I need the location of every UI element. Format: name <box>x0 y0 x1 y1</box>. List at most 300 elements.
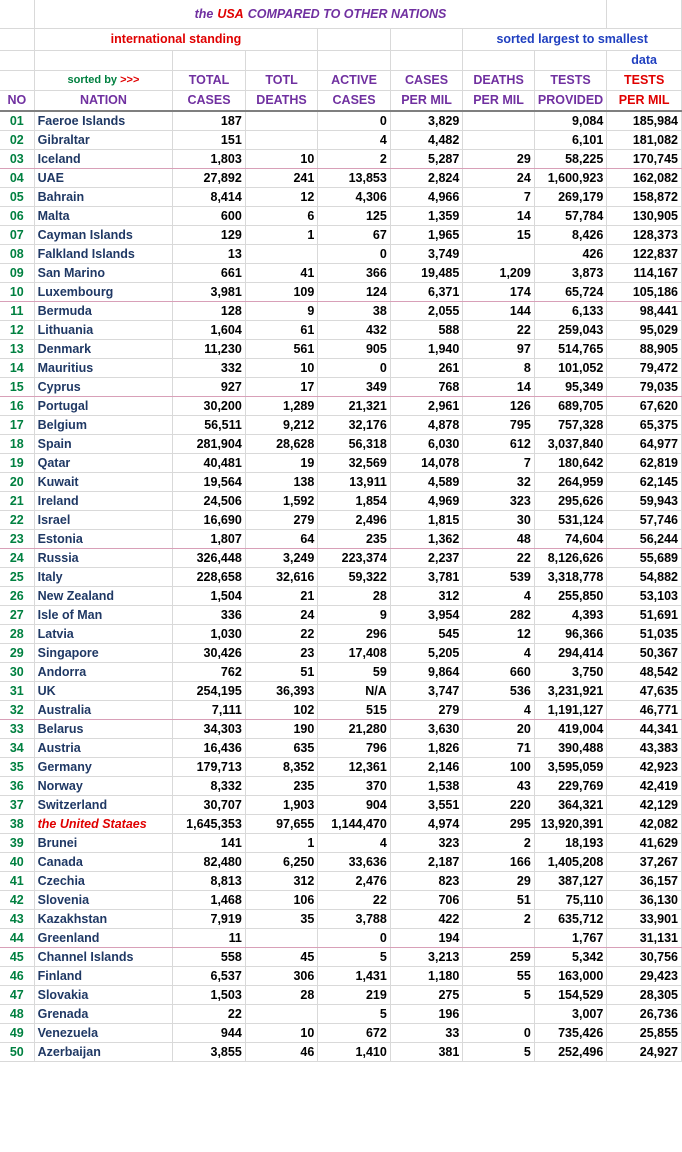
tests-provided-cell[interactable]: 13,920,391 <box>534 814 607 833</box>
deaths-per-mil-cell[interactable]: 323 <box>463 491 534 510</box>
total-deaths-cell[interactable]: 241 <box>245 168 318 187</box>
tests-provided-cell[interactable]: 3,873 <box>534 263 607 282</box>
row-number[interactable]: 30 <box>0 662 34 681</box>
cases-per-mil-cell[interactable]: 33 <box>390 1023 463 1042</box>
row-number[interactable]: 36 <box>0 776 34 795</box>
deaths-per-mil-cell[interactable] <box>463 130 534 149</box>
nation-cell[interactable]: Bermuda <box>34 301 173 320</box>
nation-cell[interactable]: Singapore <box>34 643 173 662</box>
nation-cell[interactable]: Brunei <box>34 833 173 852</box>
tests-provided-cell[interactable]: 294,414 <box>534 643 607 662</box>
tests-provided-cell[interactable]: 419,004 <box>534 719 607 738</box>
deaths-per-mil-cell[interactable]: 612 <box>463 434 534 453</box>
row-number[interactable]: 22 <box>0 510 34 529</box>
tests-provided-cell[interactable]: 1,405,208 <box>534 852 607 871</box>
active-cases-cell[interactable]: 432 <box>318 320 391 339</box>
deaths-per-mil-cell[interactable]: 2 <box>463 833 534 852</box>
cases-per-mil-cell[interactable]: 6,371 <box>390 282 463 301</box>
total-cases-cell[interactable]: 30,707 <box>173 795 246 814</box>
cases-per-mil-cell[interactable]: 3,747 <box>390 681 463 700</box>
total-deaths-cell[interactable]: 1,903 <box>245 795 318 814</box>
tests-per-mil-cell[interactable]: 47,635 <box>607 681 682 700</box>
tests-per-mil-cell[interactable]: 59,943 <box>607 491 682 510</box>
total-cases-cell[interactable]: 228,658 <box>173 567 246 586</box>
tests-per-mil-cell[interactable]: 46,771 <box>607 700 682 719</box>
total-deaths-cell[interactable]: 190 <box>245 719 318 738</box>
total-cases-cell[interactable]: 1,468 <box>173 890 246 909</box>
tests-per-mil-cell[interactable]: 98,441 <box>607 301 682 320</box>
row-number[interactable]: 04 <box>0 168 34 187</box>
total-cases-cell[interactable]: 281,904 <box>173 434 246 453</box>
total-cases-cell[interactable]: 8,813 <box>173 871 246 890</box>
tests-provided-cell[interactable]: 6,101 <box>534 130 607 149</box>
tests-provided-cell[interactable]: 689,705 <box>534 396 607 415</box>
data-label[interactable]: data <box>607 50 682 70</box>
tests-per-mil-cell[interactable]: 162,082 <box>607 168 682 187</box>
active-cases-cell[interactable]: 2,496 <box>318 510 391 529</box>
deaths-per-mil-cell[interactable]: 4 <box>463 643 534 662</box>
deaths-per-mil-cell[interactable]: 5 <box>463 1042 534 1061</box>
row-number[interactable]: 35 <box>0 757 34 776</box>
nation-cell[interactable]: Spain <box>34 434 173 453</box>
row-number[interactable]: 21 <box>0 491 34 510</box>
tests-per-mil-cell[interactable]: 26,736 <box>607 1004 682 1023</box>
nation-cell[interactable]: Falkland Islands <box>34 244 173 263</box>
header-total-deaths[interactable]: DEATHS <box>245 90 318 111</box>
tests-provided-cell[interactable]: 57,784 <box>534 206 607 225</box>
total-deaths-cell[interactable]: 1,592 <box>245 491 318 510</box>
nation-cell[interactable]: Azerbaijan <box>34 1042 173 1061</box>
total-cases-cell[interactable]: 326,448 <box>173 548 246 567</box>
nation-cell[interactable]: Denmark <box>34 339 173 358</box>
total-deaths-cell[interactable]: 279 <box>245 510 318 529</box>
total-cases-cell[interactable]: 1,604 <box>173 320 246 339</box>
total-deaths-cell[interactable]: 6 <box>245 206 318 225</box>
cases-per-mil-cell[interactable]: 9,864 <box>390 662 463 681</box>
subtitle-sorted[interactable]: sorted largest to smallest <box>463 28 682 50</box>
tests-provided-cell[interactable]: 3,750 <box>534 662 607 681</box>
tests-provided-cell[interactable]: 269,179 <box>534 187 607 206</box>
nation-cell[interactable]: Cyprus <box>34 377 173 396</box>
nation-cell[interactable]: Ireland <box>34 491 173 510</box>
cases-per-mil-cell[interactable]: 4,878 <box>390 415 463 434</box>
cases-per-mil-cell[interactable]: 279 <box>390 700 463 719</box>
nation-cell[interactable]: Russia <box>34 548 173 567</box>
tests-provided-cell[interactable]: 101,052 <box>534 358 607 377</box>
nation-cell[interactable]: Norway <box>34 776 173 795</box>
row-number[interactable]: 19 <box>0 453 34 472</box>
deaths-per-mil-cell[interactable]: 12 <box>463 624 534 643</box>
nation-cell[interactable]: Austria <box>34 738 173 757</box>
tests-per-mil-cell[interactable]: 31,131 <box>607 928 682 947</box>
nation-cell[interactable]: Estonia <box>34 529 173 548</box>
header-tests-per-mil[interactable]: PER MIL <box>607 90 682 111</box>
cases-per-mil-cell[interactable]: 323 <box>390 833 463 852</box>
nation-cell[interactable]: Australia <box>34 700 173 719</box>
total-cases-cell[interactable]: 332 <box>173 358 246 377</box>
header-nation[interactable]: NATION <box>34 90 173 111</box>
deaths-per-mil-cell[interactable] <box>463 928 534 947</box>
total-deaths-cell[interactable]: 32,616 <box>245 567 318 586</box>
tests-per-mil-cell[interactable]: 95,029 <box>607 320 682 339</box>
active-cases-cell[interactable]: 17,408 <box>318 643 391 662</box>
active-cases-cell[interactable]: 21,280 <box>318 719 391 738</box>
deaths-per-mil-cell[interactable]: 144 <box>463 301 534 320</box>
nation-cell[interactable]: Kazakhstan <box>34 909 173 928</box>
cases-per-mil-cell[interactable]: 422 <box>390 909 463 928</box>
nation-cell[interactable]: Portugal <box>34 396 173 415</box>
total-deaths-cell[interactable]: 1 <box>245 225 318 244</box>
nation-cell[interactable]: Czechia <box>34 871 173 890</box>
tests-per-mil-cell[interactable]: 25,855 <box>607 1023 682 1042</box>
total-cases-cell[interactable]: 30,426 <box>173 643 246 662</box>
active-cases-cell[interactable]: 21,321 <box>318 396 391 415</box>
tests-provided-cell[interactable]: 58,225 <box>534 149 607 168</box>
tests-per-mil-cell[interactable]: 51,035 <box>607 624 682 643</box>
nation-cell[interactable]: Germany <box>34 757 173 776</box>
row-number[interactable]: 01 <box>0 111 34 130</box>
active-cases-cell[interactable]: 0 <box>318 244 391 263</box>
total-cases-cell[interactable]: 19,564 <box>173 472 246 491</box>
cases-per-mil-cell[interactable]: 1,815 <box>390 510 463 529</box>
active-cases-cell[interactable]: 1,854 <box>318 491 391 510</box>
tests-per-mil-cell[interactable]: 185,984 <box>607 111 682 130</box>
tests-per-mil-cell[interactable]: 114,167 <box>607 263 682 282</box>
cases-per-mil-cell[interactable]: 5,287 <box>390 149 463 168</box>
nation-cell[interactable]: UK <box>34 681 173 700</box>
nation-cell[interactable]: Cayman Islands <box>34 225 173 244</box>
nation-cell[interactable]: New Zealand <box>34 586 173 605</box>
nation-cell[interactable]: Iceland <box>34 149 173 168</box>
row-number[interactable]: 37 <box>0 795 34 814</box>
deaths-per-mil-cell[interactable]: 100 <box>463 757 534 776</box>
total-cases-cell[interactable]: 187 <box>173 111 246 130</box>
total-cases-cell[interactable]: 22 <box>173 1004 246 1023</box>
row-number[interactable]: 12 <box>0 320 34 339</box>
cases-per-mil-cell[interactable]: 1,826 <box>390 738 463 757</box>
tests-per-mil-cell[interactable]: 28,305 <box>607 985 682 1004</box>
header-top-totl[interactable]: TOTL <box>245 70 318 90</box>
tests-provided-cell[interactable]: 3,007 <box>534 1004 607 1023</box>
active-cases-cell[interactable]: 125 <box>318 206 391 225</box>
header-tests-provided[interactable]: PROVIDED <box>534 90 607 111</box>
page-title[interactable] <box>34 0 607 28</box>
tests-per-mil-cell[interactable]: 62,145 <box>607 472 682 491</box>
total-cases-cell[interactable]: 944 <box>173 1023 246 1042</box>
cases-per-mil-cell[interactable]: 823 <box>390 871 463 890</box>
tests-per-mil-cell[interactable]: 41,629 <box>607 833 682 852</box>
tests-provided-cell[interactable]: 229,769 <box>534 776 607 795</box>
active-cases-cell[interactable]: 9 <box>318 605 391 624</box>
total-deaths-cell[interactable]: 64 <box>245 529 318 548</box>
deaths-per-mil-cell[interactable]: 30 <box>463 510 534 529</box>
tests-provided-cell[interactable]: 514,765 <box>534 339 607 358</box>
total-cases-cell[interactable]: 336 <box>173 605 246 624</box>
total-cases-cell[interactable]: 30,200 <box>173 396 246 415</box>
row-number[interactable]: 38 <box>0 814 34 833</box>
row-number[interactable]: 16 <box>0 396 34 415</box>
tests-provided-cell[interactable]: 259,043 <box>534 320 607 339</box>
tests-provided-cell[interactable]: 8,126,626 <box>534 548 607 567</box>
active-cases-cell[interactable]: 13,911 <box>318 472 391 491</box>
tests-provided-cell[interactable]: 531,124 <box>534 510 607 529</box>
cases-per-mil-cell[interactable]: 381 <box>390 1042 463 1061</box>
total-cases-cell[interactable]: 8,332 <box>173 776 246 795</box>
row-number[interactable]: 24 <box>0 548 34 567</box>
tests-provided-cell[interactable]: 757,328 <box>534 415 607 434</box>
total-deaths-cell[interactable]: 61 <box>245 320 318 339</box>
nation-cell[interactable]: Slovakia <box>34 985 173 1004</box>
tests-provided-cell[interactable]: 735,426 <box>534 1023 607 1042</box>
active-cases-cell[interactable]: 223,374 <box>318 548 391 567</box>
deaths-per-mil-cell[interactable]: 55 <box>463 966 534 985</box>
active-cases-cell[interactable]: 4 <box>318 833 391 852</box>
total-deaths-cell[interactable]: 10 <box>245 358 318 377</box>
total-deaths-cell[interactable]: 138 <box>245 472 318 491</box>
active-cases-cell[interactable]: 12,361 <box>318 757 391 776</box>
total-cases-cell[interactable]: 34,303 <box>173 719 246 738</box>
total-cases-cell[interactable]: 600 <box>173 206 246 225</box>
total-cases-cell[interactable]: 40,481 <box>173 453 246 472</box>
active-cases-cell[interactable]: 56,318 <box>318 434 391 453</box>
tests-provided-cell[interactable]: 635,712 <box>534 909 607 928</box>
row-number[interactable]: 43 <box>0 909 34 928</box>
total-cases-cell[interactable]: 254,195 <box>173 681 246 700</box>
row-number[interactable]: 14 <box>0 358 34 377</box>
cases-per-mil-cell[interactable]: 261 <box>390 358 463 377</box>
nation-cell[interactable]: Faeroe Islands <box>34 111 173 130</box>
tests-per-mil-cell[interactable]: 65,375 <box>607 415 682 434</box>
active-cases-cell[interactable]: 349 <box>318 377 391 396</box>
tests-per-mil-cell[interactable]: 53,103 <box>607 586 682 605</box>
deaths-per-mil-cell[interactable]: 97 <box>463 339 534 358</box>
deaths-per-mil-cell[interactable]: 795 <box>463 415 534 434</box>
tests-provided-cell[interactable]: 295,626 <box>534 491 607 510</box>
tests-provided-cell[interactable]: 387,127 <box>534 871 607 890</box>
tests-per-mil-cell[interactable]: 130,905 <box>607 206 682 225</box>
deaths-per-mil-cell[interactable]: 71 <box>463 738 534 757</box>
active-cases-cell[interactable]: 22 <box>318 890 391 909</box>
cases-per-mil-cell[interactable]: 194 <box>390 928 463 947</box>
tests-per-mil-cell[interactable]: 36,130 <box>607 890 682 909</box>
total-cases-cell[interactable]: 927 <box>173 377 246 396</box>
row-number[interactable]: 27 <box>0 605 34 624</box>
tests-per-mil-cell[interactable]: 42,129 <box>607 795 682 814</box>
total-deaths-cell[interactable]: 8,352 <box>245 757 318 776</box>
row-number[interactable]: 07 <box>0 225 34 244</box>
row-number[interactable]: 23 <box>0 529 34 548</box>
header-top-active[interactable]: ACTIVE <box>318 70 391 90</box>
cases-per-mil-cell[interactable]: 2,187 <box>390 852 463 871</box>
tests-per-mil-cell[interactable]: 30,756 <box>607 947 682 966</box>
nation-cell[interactable]: Belgium <box>34 415 173 434</box>
total-cases-cell[interactable]: 141 <box>173 833 246 852</box>
total-cases-cell[interactable]: 128 <box>173 301 246 320</box>
deaths-per-mil-cell[interactable]: 126 <box>463 396 534 415</box>
total-deaths-cell[interactable]: 109 <box>245 282 318 301</box>
total-cases-cell[interactable]: 661 <box>173 263 246 282</box>
tests-per-mil-cell[interactable]: 29,423 <box>607 966 682 985</box>
row-number[interactable]: 09 <box>0 263 34 282</box>
cases-per-mil-cell[interactable]: 1,180 <box>390 966 463 985</box>
deaths-per-mil-cell[interactable]: 29 <box>463 149 534 168</box>
total-deaths-cell[interactable]: 17 <box>245 377 318 396</box>
row-number[interactable]: 05 <box>0 187 34 206</box>
tests-per-mil-cell[interactable]: 43,383 <box>607 738 682 757</box>
cases-per-mil-cell[interactable]: 4,974 <box>390 814 463 833</box>
total-deaths-cell[interactable]: 45 <box>245 947 318 966</box>
cases-per-mil-cell[interactable]: 3,829 <box>390 111 463 130</box>
tests-per-mil-cell[interactable]: 55,689 <box>607 548 682 567</box>
cases-per-mil-cell[interactable]: 3,213 <box>390 947 463 966</box>
deaths-per-mil-cell[interactable]: 660 <box>463 662 534 681</box>
row-number[interactable]: 11 <box>0 301 34 320</box>
total-deaths-cell[interactable] <box>245 1004 318 1023</box>
sorted-by-label[interactable] <box>34 70 173 90</box>
tests-per-mil-cell[interactable]: 42,923 <box>607 757 682 776</box>
active-cases-cell[interactable]: 33,636 <box>318 852 391 871</box>
total-deaths-cell[interactable]: 28 <box>245 985 318 1004</box>
row-number[interactable]: 03 <box>0 149 34 168</box>
row-number[interactable]: 41 <box>0 871 34 890</box>
deaths-per-mil-cell[interactable]: 24 <box>463 168 534 187</box>
header-top-deaths[interactable]: DEATHS <box>463 70 534 90</box>
active-cases-cell[interactable]: 67 <box>318 225 391 244</box>
tests-per-mil-cell[interactable]: 105,186 <box>607 282 682 301</box>
total-deaths-cell[interactable]: 10 <box>245 1023 318 1042</box>
header-active-cases[interactable]: CASES <box>318 90 391 111</box>
tests-provided-cell[interactable]: 3,231,921 <box>534 681 607 700</box>
active-cases-cell[interactable]: 1,431 <box>318 966 391 985</box>
header-top-total[interactable]: TOTAL <box>173 70 246 90</box>
nation-cell[interactable]: Lithuania <box>34 320 173 339</box>
deaths-per-mil-cell[interactable]: 22 <box>463 320 534 339</box>
total-deaths-cell[interactable]: 102 <box>245 700 318 719</box>
header-top-cases[interactable]: CASES <box>390 70 463 90</box>
nation-cell[interactable]: Grenada <box>34 1004 173 1023</box>
tests-per-mil-cell[interactable]: 44,341 <box>607 719 682 738</box>
cases-per-mil-cell[interactable]: 312 <box>390 586 463 605</box>
header-cases-per-mil[interactable]: PER MIL <box>390 90 463 111</box>
cases-per-mil-cell[interactable]: 196 <box>390 1004 463 1023</box>
nation-cell[interactable]: Finland <box>34 966 173 985</box>
row-number[interactable]: 45 <box>0 947 34 966</box>
total-deaths-cell[interactable]: 23 <box>245 643 318 662</box>
total-cases-cell[interactable]: 3,855 <box>173 1042 246 1061</box>
deaths-per-mil-cell[interactable]: 43 <box>463 776 534 795</box>
deaths-per-mil-cell[interactable] <box>463 1004 534 1023</box>
row-number[interactable]: 47 <box>0 985 34 1004</box>
cases-per-mil-cell[interactable]: 545 <box>390 624 463 643</box>
nation-cell[interactable]: Isle of Man <box>34 605 173 624</box>
tests-provided-cell[interactable]: 154,529 <box>534 985 607 1004</box>
nation-cell[interactable]: Venezuela <box>34 1023 173 1042</box>
total-cases-cell[interactable]: 8,414 <box>173 187 246 206</box>
total-deaths-cell[interactable]: 9 <box>245 301 318 320</box>
row-number[interactable]: 15 <box>0 377 34 396</box>
active-cases-cell[interactable]: 2 <box>318 149 391 168</box>
tests-provided-cell[interactable]: 95,349 <box>534 377 607 396</box>
row-number[interactable]: 44 <box>0 928 34 947</box>
tests-per-mil-cell[interactable]: 170,745 <box>607 149 682 168</box>
total-deaths-cell[interactable]: 35 <box>245 909 318 928</box>
cases-per-mil-cell[interactable]: 1,965 <box>390 225 463 244</box>
tests-per-mil-cell[interactable]: 51,691 <box>607 605 682 624</box>
active-cases-cell[interactable]: 1,144,470 <box>318 814 391 833</box>
deaths-per-mil-cell[interactable]: 15 <box>463 225 534 244</box>
tests-per-mil-cell[interactable]: 79,472 <box>607 358 682 377</box>
nation-cell[interactable]: Latvia <box>34 624 173 643</box>
cases-per-mil-cell[interactable]: 3,630 <box>390 719 463 738</box>
tests-provided-cell[interactable]: 3,595,059 <box>534 757 607 776</box>
total-cases-cell[interactable]: 1,503 <box>173 985 246 1004</box>
total-deaths-cell[interactable] <box>245 111 318 130</box>
active-cases-cell[interactable]: 28 <box>318 586 391 605</box>
nation-cell[interactable]: Canada <box>34 852 173 871</box>
tests-per-mil-cell[interactable]: 64,977 <box>607 434 682 453</box>
tests-per-mil-cell[interactable]: 67,620 <box>607 396 682 415</box>
active-cases-cell[interactable]: 235 <box>318 529 391 548</box>
header-total-cases[interactable]: CASES <box>173 90 246 111</box>
row-number[interactable]: 42 <box>0 890 34 909</box>
total-deaths-cell[interactable]: 1,289 <box>245 396 318 415</box>
total-cases-cell[interactable]: 179,713 <box>173 757 246 776</box>
nation-cell[interactable]: Belarus <box>34 719 173 738</box>
active-cases-cell[interactable]: 296 <box>318 624 391 643</box>
total-cases-cell[interactable]: 16,690 <box>173 510 246 529</box>
total-deaths-cell[interactable]: 28,628 <box>245 434 318 453</box>
nation-cell[interactable]: Luxembourg <box>34 282 173 301</box>
active-cases-cell[interactable]: 3,788 <box>318 909 391 928</box>
total-deaths-cell[interactable]: 306 <box>245 966 318 985</box>
tests-provided-cell[interactable]: 252,496 <box>534 1042 607 1061</box>
row-number[interactable]: 26 <box>0 586 34 605</box>
row-number[interactable]: 39 <box>0 833 34 852</box>
total-deaths-cell[interactable]: 51 <box>245 662 318 681</box>
cases-per-mil-cell[interactable]: 3,749 <box>390 244 463 263</box>
row-number[interactable]: 34 <box>0 738 34 757</box>
nation-cell[interactable]: Mauritius <box>34 358 173 377</box>
total-deaths-cell[interactable]: 9,212 <box>245 415 318 434</box>
cases-per-mil-cell[interactable]: 5,205 <box>390 643 463 662</box>
row-number[interactable]: 32 <box>0 700 34 719</box>
header-top-tests[interactable]: TESTS <box>534 70 607 90</box>
row-number[interactable]: 17 <box>0 415 34 434</box>
tests-provided-cell[interactable]: 3,318,778 <box>534 567 607 586</box>
cases-per-mil-cell[interactable]: 1,362 <box>390 529 463 548</box>
deaths-per-mil-cell[interactable]: 7 <box>463 453 534 472</box>
tests-provided-cell[interactable]: 4,393 <box>534 605 607 624</box>
cases-per-mil-cell[interactable]: 4,482 <box>390 130 463 149</box>
row-number[interactable]: 50 <box>0 1042 34 1061</box>
row-number[interactable]: 02 <box>0 130 34 149</box>
deaths-per-mil-cell[interactable]: 51 <box>463 890 534 909</box>
row-number[interactable]: 48 <box>0 1004 34 1023</box>
total-cases-cell[interactable]: 56,511 <box>173 415 246 434</box>
row-number[interactable]: 10 <box>0 282 34 301</box>
nation-cell[interactable]: Andorra <box>34 662 173 681</box>
nation-cell[interactable]: Channel Islands <box>34 947 173 966</box>
total-deaths-cell[interactable]: 21 <box>245 586 318 605</box>
row-number[interactable]: 29 <box>0 643 34 662</box>
total-cases-cell[interactable]: 7,111 <box>173 700 246 719</box>
total-deaths-cell[interactable]: 635 <box>245 738 318 757</box>
row-number[interactable]: 31 <box>0 681 34 700</box>
nation-cell[interactable]: Gibraltar <box>34 130 173 149</box>
total-cases-cell[interactable]: 6,537 <box>173 966 246 985</box>
active-cases-cell[interactable]: 59 <box>318 662 391 681</box>
deaths-per-mil-cell[interactable]: 5 <box>463 985 534 1004</box>
